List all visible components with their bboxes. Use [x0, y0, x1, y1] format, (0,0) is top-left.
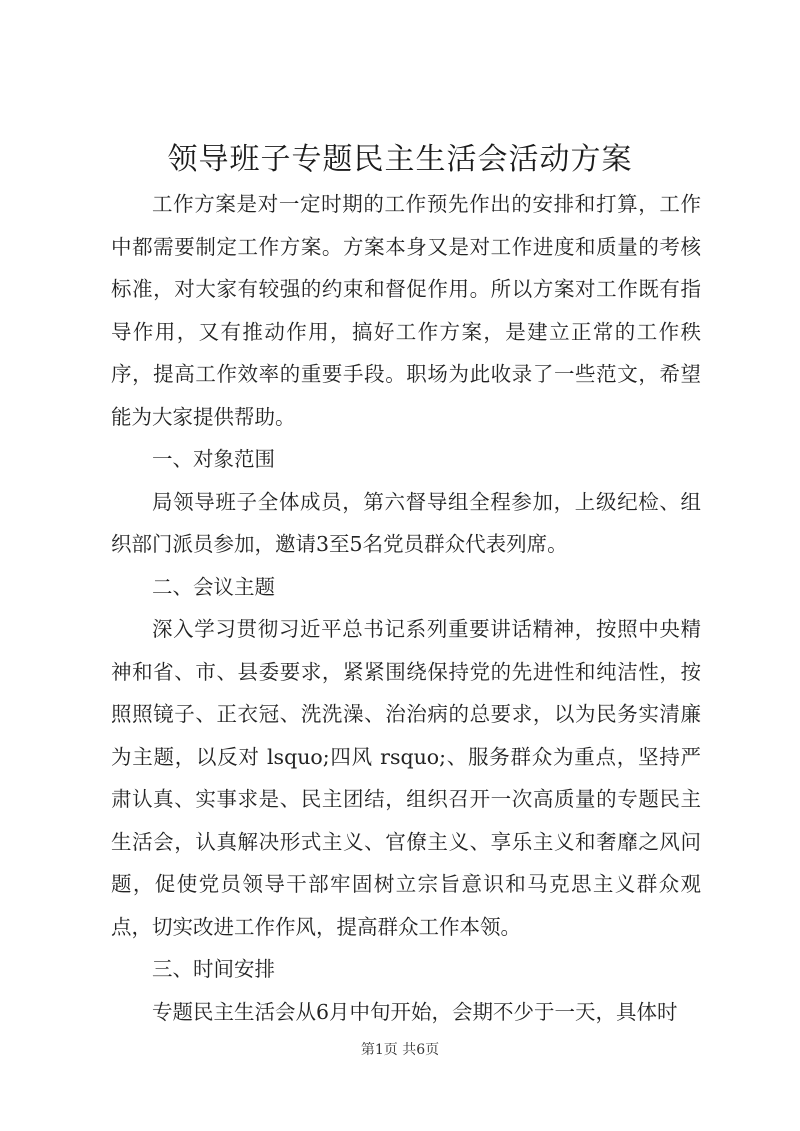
section-heading-theme: 二、会议主题	[152, 574, 275, 599]
document-body	[111, 183, 701, 1033]
section-heading-scope: 一、对象范围	[152, 447, 275, 471]
schedule-paragraph: 专题民主生活会从6月中旬开始，会期不少于一天，具体时	[152, 999, 678, 1024]
scope-paragraph: 局领导班子全体成员，第六督导组全程参加，上级纪检、组织部门派员参加，邀请3至5名党员群众代表列席。	[111, 489, 701, 556]
section-heading-schedule: 三、时间安排	[152, 957, 275, 981]
document-title: 领导班子专题民主生活会活动方案	[167, 142, 633, 177]
theme-paragraph: 深入学习贯彻习近平总书记系列重要讲话精神，按照中央精神和省、市、县委要求，紧紧围绕保持党的先进性和纯洁性，按照照镜子、正衣冠、洗洗澡、治治病的总要求，以为民务实清廉为主题，以反对 lsquo;四风 rsquo;、服务群众为重点，坚持严肃认真、实事求是、民主团结，组织召开一次高质量的专题民主生活会，认真解决形式主义、官僚主义、享乐主义和奢靡之风问题，促使党员领导干部牢固树立宗旨意识和马克思主义群众观点，切实改进工作作风，提高群众工作本领。	[111, 617, 701, 939]
page-footer: 第1页 共6页	[360, 1042, 440, 1058]
intro-paragraph: 工作方案是对一定时期的工作预先作出的安排和打算，工作中都需要制定工作方案。方案本身又是对工作进度和质量的考核标准，对大家有较强的约束和督促作用。所以方案对工作既有指导作用，又有推动作用，搞好工作方案，是建立正常的工作秩序，提高工作效率的重要手段。职场为此收录了一些范文，希望能为大家提供帮助。	[111, 192, 701, 429]
